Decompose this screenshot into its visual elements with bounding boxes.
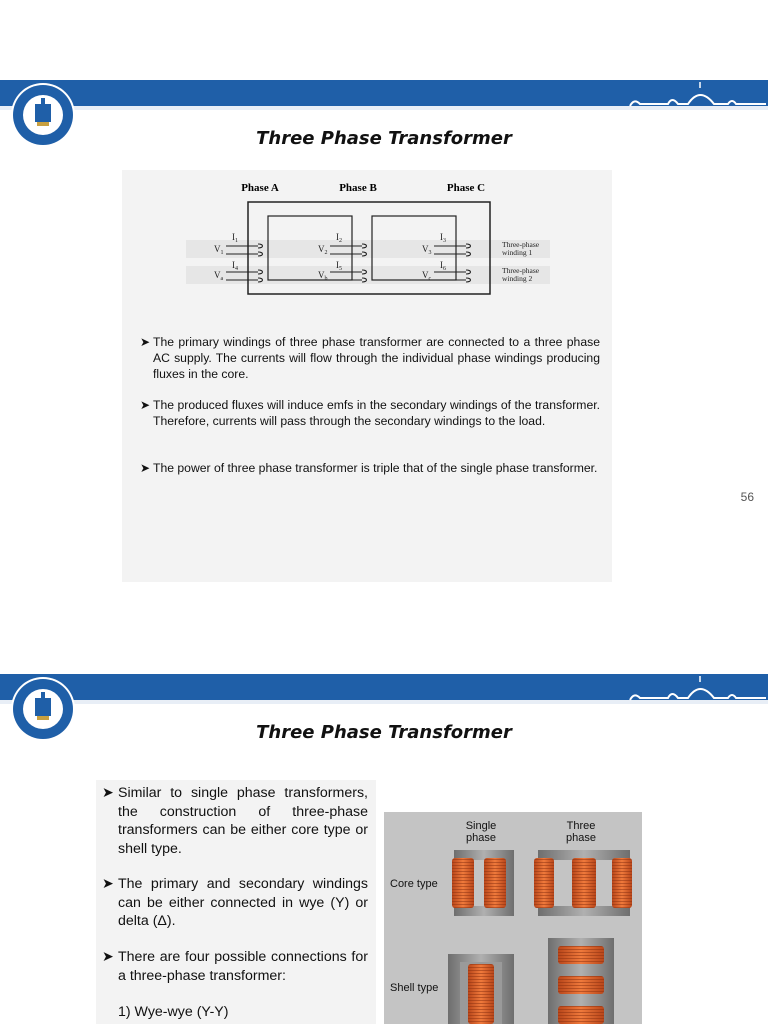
row-label-core: Core type: [390, 878, 438, 890]
svg-text:I5: $I_5$: [336, 260, 342, 272]
arrowhead-bullet-icon: ➤: [102, 785, 114, 801]
phase-label-c: Phase C: [446, 182, 486, 194]
svg-text:winding 1: winding 1: [502, 248, 533, 257]
phase-label-a: Phase A: [241, 182, 279, 194]
col-label-three: Three phase: [566, 820, 596, 844]
slide-2: [0, 672, 768, 1024]
winding-1-label: Three-phase: [502, 240, 540, 249]
svg-text:winding 2: winding 2: [502, 274, 533, 283]
svg-text:V1: $V_1$: [214, 244, 224, 256]
slide-title: Three Phase Transformer: [256, 722, 512, 743]
svg-text:V2: $V_2$: [318, 244, 328, 256]
slide-title: Three Phase Transformer: [256, 128, 512, 149]
svg-text:Va: $V_a$: [214, 270, 224, 282]
svg-text:V3: $V_3$: [422, 244, 432, 256]
svg-text:I4: $I_4$: [232, 260, 238, 272]
svg-text:I2: $I_2$: [336, 232, 342, 244]
slide-1: [0, 78, 768, 596]
svg-text:Vc: $V_c$: [422, 270, 432, 282]
svg-text:I1: $I_1$: [232, 232, 238, 244]
arrowhead-bullet-icon: ➤: [140, 461, 151, 475]
svg-text:I3: $I_3$: [440, 232, 446, 244]
svg-text:I6: $I_6$: [440, 260, 446, 272]
dome-skyline-icon: [628, 676, 768, 704]
svg-text:Vb: $V_b$: [318, 270, 328, 282]
bullet-3: ➤ The power of three phase transformer is triple that of the single phase transformer.: [140, 461, 598, 475]
transformer-core-shell-illustration: [384, 812, 642, 1024]
phase-label-b: Phase B: [339, 182, 377, 194]
arrowhead-bullet-icon: ➤: [140, 398, 151, 412]
row-label-shell: Shell type: [390, 982, 439, 994]
bullet-1: ➤ The primary windings of three phase transformer are connected to a three phase AC supply. The currents will flow through the individual phase windings producing fluxes in the core.: [140, 335, 600, 381]
core-shell-figure: [384, 812, 642, 1024]
dome-skyline-icon: [628, 82, 768, 110]
bullet-1: ➤ Similar to single phase transformers, the construction of three-phase transformers can be either core type or shell type.: [102, 785, 368, 857]
col-label-single: Single phase: [465, 820, 497, 844]
bullet-2: ➤ The produced fluxes will induce emfs in the secondary windings of the transformer. Therefore, currents will pass through the secondary windings to the load.: [140, 398, 600, 428]
bullet-3: ➤ There are four possible connections for a three-phase transformer:: [102, 949, 368, 984]
page-number: 56: [740, 490, 754, 504]
arrowhead-bullet-icon: ➤: [140, 335, 151, 349]
numbered-item-1: 1) Wye-wye (Y-Y): [118, 1004, 229, 1020]
arrowhead-bullet-icon: ➤: [102, 949, 114, 965]
bullet-2: ➤ The primary and secondary windings can be either connected in wye (Y) or delta (Δ).: [102, 876, 368, 929]
arrowhead-bullet-icon: ➤: [102, 876, 114, 892]
three-phase-transformer-diagram: [186, 174, 550, 300]
winding-2-label: Three-phase: [502, 266, 540, 275]
